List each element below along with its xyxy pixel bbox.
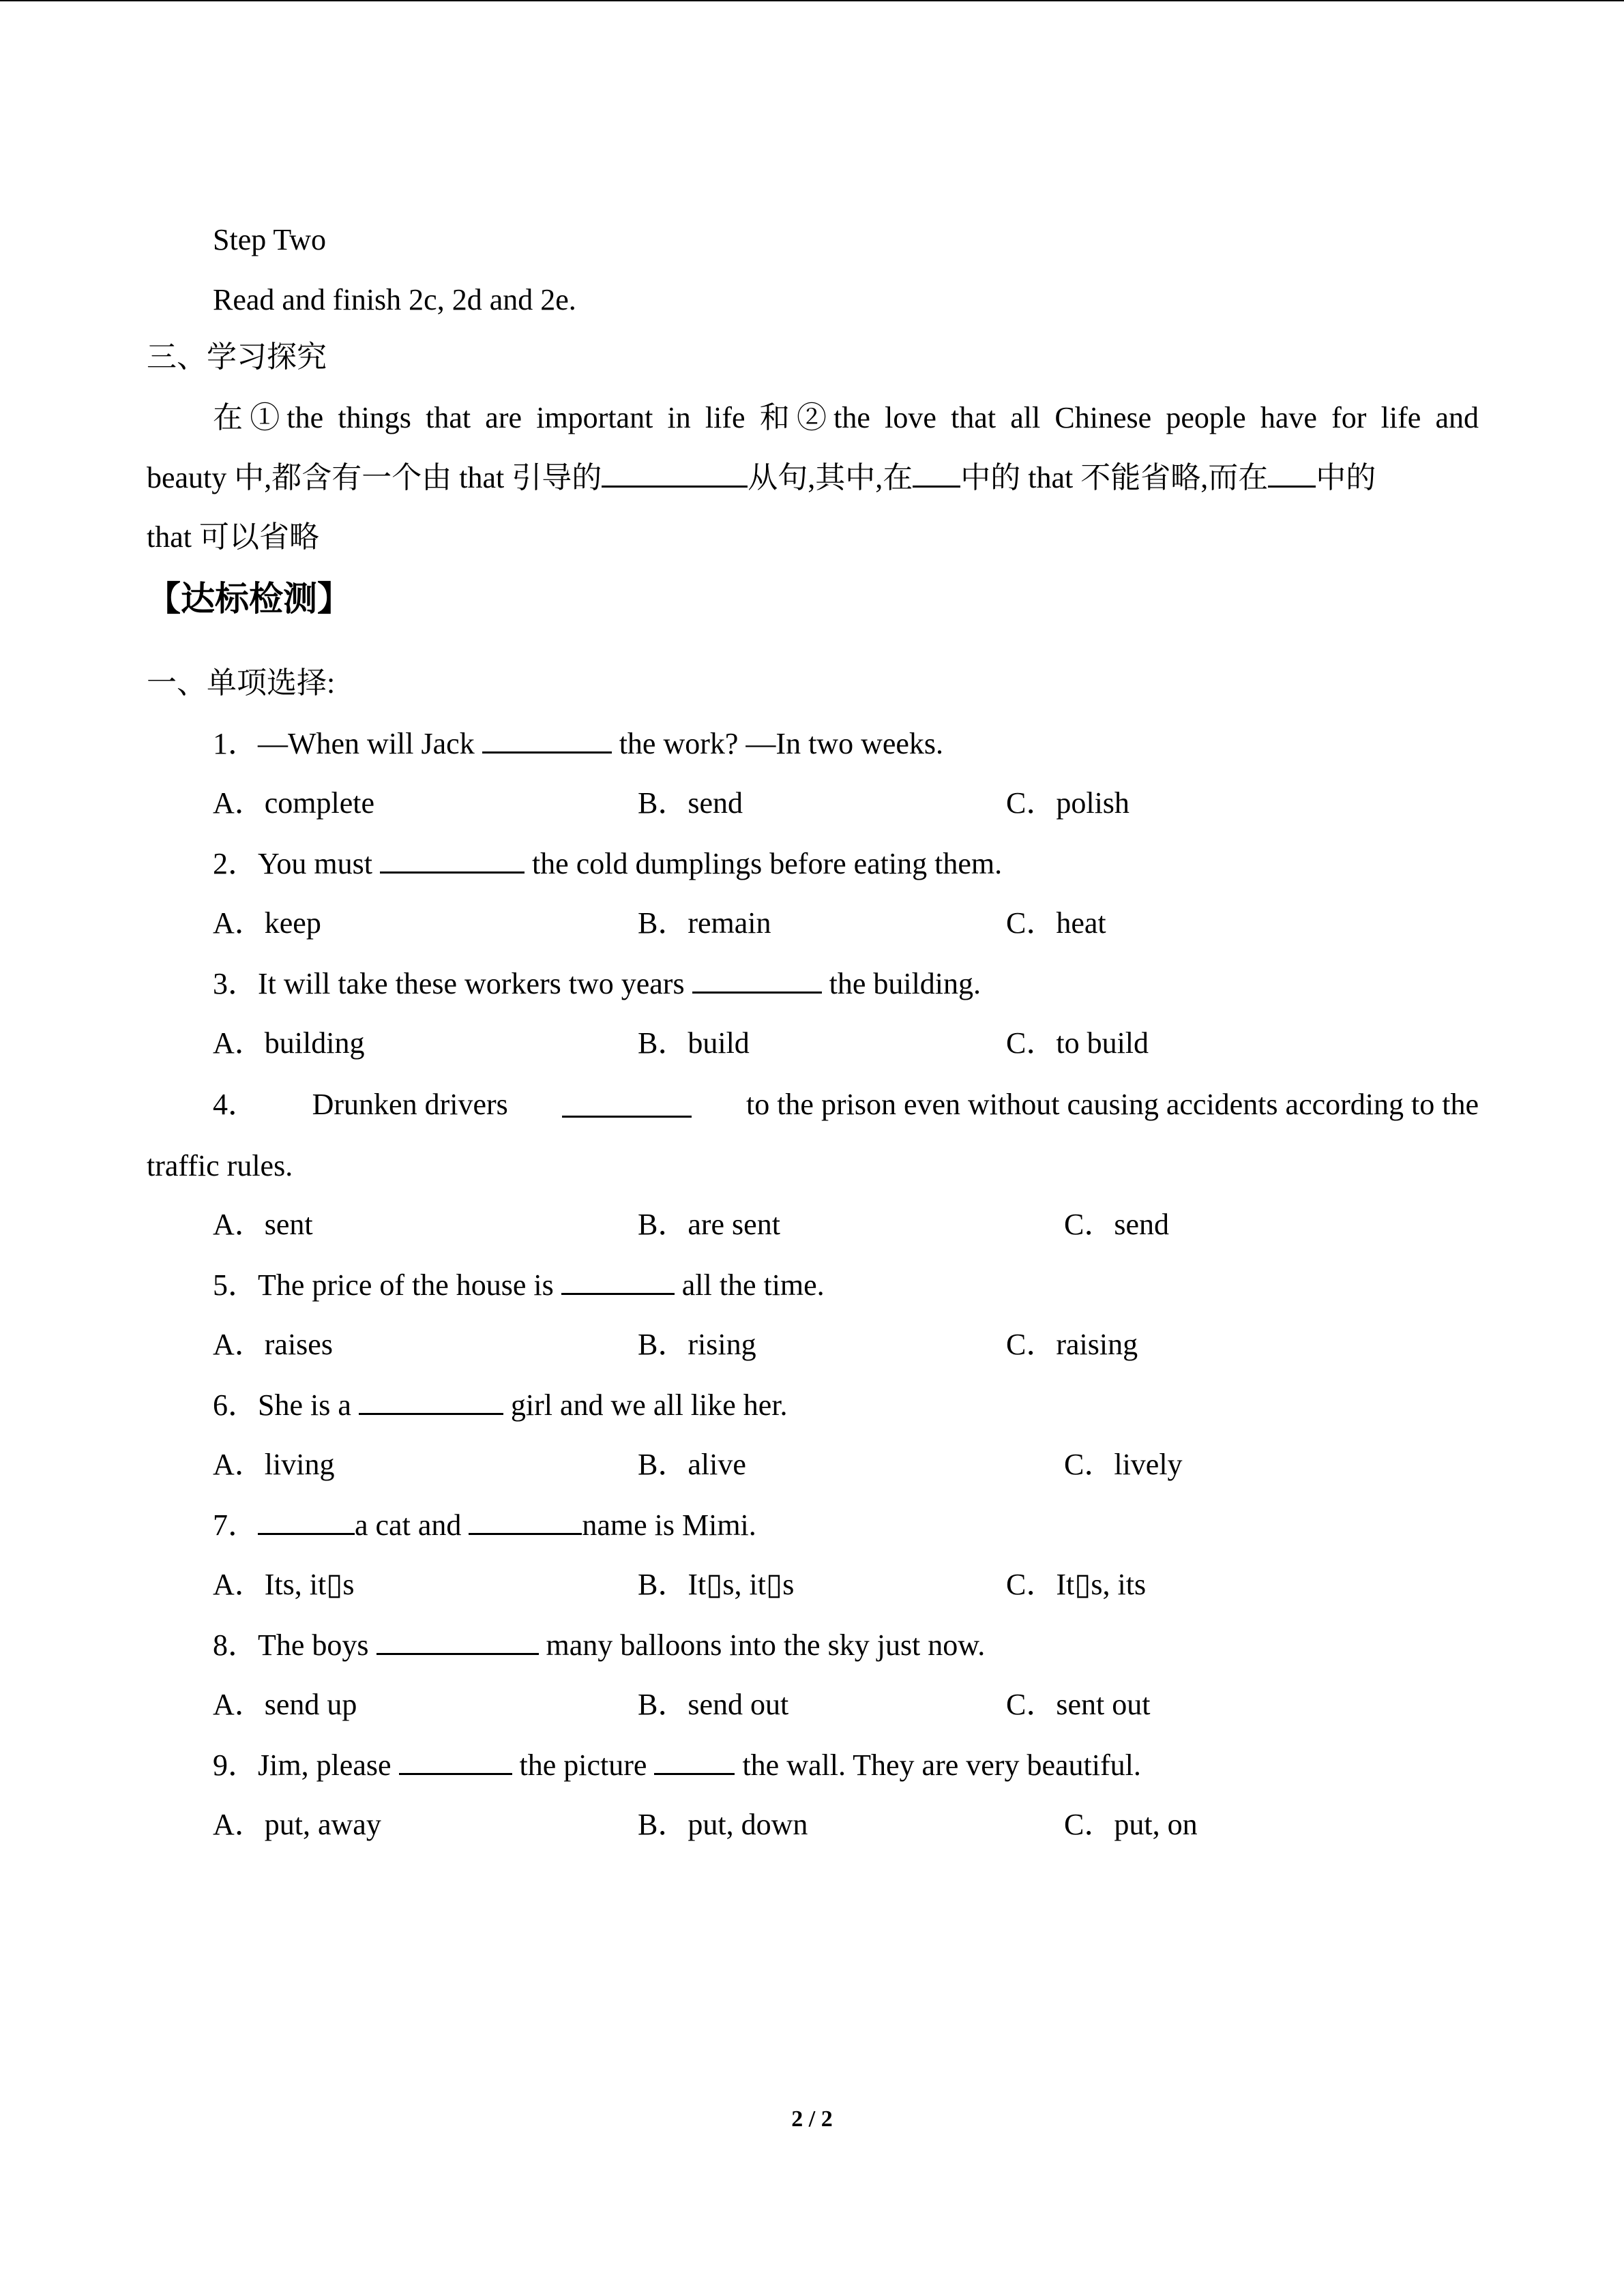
study-paragraph-line-1: 在①the things that are important in life 和②the love that all Chinese people have for life and <box>213 401 1479 434</box>
option-c[interactable]: C．put, on <box>1064 1808 1198 1841</box>
option-b[interactable]: B．alive <box>638 1448 746 1481</box>
study-text-d: 中的 <box>1316 461 1376 494</box>
study-text-a: beauty 中,都含有一个由 that 引导的 <box>147 461 602 494</box>
question-1 <box>213 723 943 764</box>
answer-blank[interactable] <box>469 1504 582 1535</box>
answer-blank[interactable] <box>258 1504 355 1535</box>
answer-blank[interactable] <box>562 1087 692 1118</box>
test-heading: 【达标检测】 <box>147 579 351 618</box>
answer-blank[interactable] <box>913 457 960 488</box>
answer-blank[interactable] <box>399 1744 512 1775</box>
option-b[interactable]: B．remain <box>638 906 771 940</box>
question-text: —When will Jack <box>258 727 482 760</box>
question-number: 3． <box>213 967 258 1000</box>
question-text: many balloons into the sky just now. <box>538 1628 986 1662</box>
question-8 <box>213 1624 985 1666</box>
answer-blank[interactable] <box>561 1264 675 1295</box>
question-number: 4． <box>213 1088 258 1121</box>
question-number: 6． <box>213 1388 258 1422</box>
option-c[interactable]: C．sent out <box>1006 1688 1151 1721</box>
option-a[interactable]: A．Its, it▯s <box>213 1568 355 1601</box>
answer-blank[interactable] <box>1268 457 1316 488</box>
study-heading: 三、学习探究 <box>147 340 327 374</box>
option-a[interactable]: A．put, away <box>213 1808 381 1841</box>
question-4 <box>213 1084 1479 1125</box>
option-c[interactable]: C．It▯s, its <box>1006 1568 1147 1601</box>
option-a[interactable]: A．raises <box>213 1328 333 1361</box>
question-text: the cold dumplings before eating them. <box>524 847 1003 880</box>
answer-blank[interactable] <box>380 843 525 874</box>
option-a[interactable]: A．send up <box>213 1688 357 1721</box>
question-4-continuation: traffic rules. <box>147 1149 293 1182</box>
option-a[interactable]: A．living <box>213 1448 335 1481</box>
question-text: to the prison even without causing accidents according to the <box>745 1088 1479 1121</box>
question-5 <box>213 1264 825 1306</box>
option-b[interactable]: B．put, down <box>638 1808 808 1841</box>
question-6 <box>213 1384 788 1426</box>
option-c[interactable]: C．to build <box>1006 1026 1149 1060</box>
section-title: 一、单项选择: <box>147 666 336 700</box>
option-a[interactable]: A．complete <box>213 786 375 820</box>
question-number: 5． <box>213 1268 258 1302</box>
step-two-instruction: Read and finish 2c, 2d and 2e. <box>213 283 576 316</box>
question-text: the work? —In two weeks. <box>611 727 944 760</box>
step-two-title: Step Two <box>213 223 327 256</box>
option-a[interactable]: A．building <box>213 1026 365 1060</box>
answer-blank[interactable] <box>359 1384 503 1415</box>
question-text: the building. <box>821 967 981 1000</box>
option-a[interactable]: A．sent <box>213 1208 313 1241</box>
question-text: The price of the house is <box>258 1268 561 1302</box>
question-text: all the time. <box>674 1268 825 1302</box>
question-text: You must <box>258 847 380 880</box>
answer-blank[interactable] <box>692 963 822 994</box>
study-text-b: 从句,其中,在 <box>748 461 913 494</box>
answer-blank[interactable] <box>377 1624 539 1655</box>
option-c[interactable]: C．send <box>1064 1208 1169 1241</box>
study-paragraph-line-3: that 可以省略 <box>147 520 319 554</box>
question-text: name is Mimi. <box>582 1508 756 1542</box>
question-text: It will take these workers two years <box>258 967 692 1000</box>
question-text: girl and we all like her. <box>503 1388 788 1422</box>
question-2 <box>213 843 1002 884</box>
option-b[interactable]: B．send out <box>638 1688 789 1721</box>
question-number: 1． <box>213 727 258 760</box>
option-c[interactable]: C．lively <box>1064 1448 1183 1481</box>
answer-blank[interactable] <box>482 723 612 754</box>
question-text: the picture <box>512 1748 655 1782</box>
question-text: Jim, please <box>258 1748 399 1782</box>
option-c[interactable]: C．raising <box>1006 1328 1138 1361</box>
question-3 <box>213 963 981 1004</box>
question-text: the wall. They are very beautiful. <box>735 1748 1141 1782</box>
answer-blank[interactable] <box>602 457 748 488</box>
option-b[interactable]: B．build <box>638 1026 750 1060</box>
question-number: 7． <box>213 1508 258 1542</box>
page-number: 2 / 2 <box>791 2106 833 2132</box>
question-9 <box>213 1744 1141 1786</box>
answer-blank[interactable] <box>654 1744 735 1775</box>
question-text: The boys <box>258 1628 377 1662</box>
option-c[interactable]: C．polish <box>1006 786 1130 820</box>
question-7 <box>213 1504 756 1546</box>
option-a[interactable]: A．keep <box>213 906 321 940</box>
study-text-c: 中的 that 不能省略,而在 <box>960 461 1269 494</box>
question-number: 8． <box>213 1628 258 1662</box>
option-b[interactable]: B．are sent <box>638 1208 780 1241</box>
option-b[interactable]: B．It▯s, it▯s <box>638 1568 795 1601</box>
question-text: She is a <box>258 1388 359 1422</box>
option-c[interactable]: C．heat <box>1006 906 1106 940</box>
option-b[interactable]: B．send <box>638 786 743 820</box>
option-b[interactable]: B．rising <box>638 1328 756 1361</box>
question-number: 9． <box>213 1748 258 1782</box>
question-text: Drunken drivers <box>312 1088 508 1121</box>
question-text: a cat and <box>355 1508 469 1542</box>
study-paragraph-line-2 <box>147 457 1479 498</box>
question-number: 2． <box>213 847 258 880</box>
